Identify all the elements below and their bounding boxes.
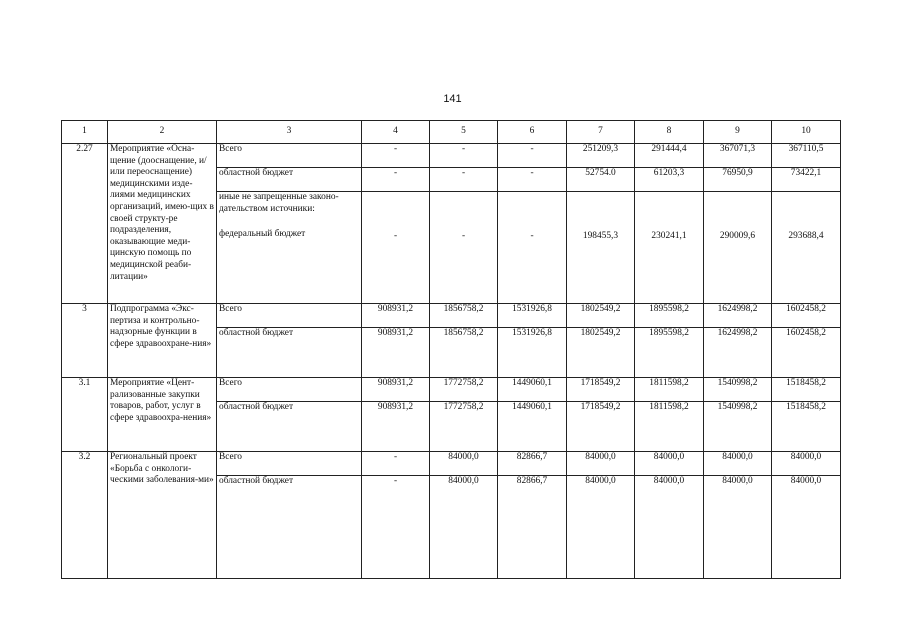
column-header: 1 xyxy=(62,121,108,144)
table-cell: 1624998,2 xyxy=(704,328,772,378)
table-cell: - xyxy=(430,144,498,168)
table-cell: 76950,9 xyxy=(704,168,772,192)
table-cell: 1624998,2 xyxy=(704,304,772,328)
table-cell: 1602458,2 xyxy=(772,328,841,378)
funding-source: Всего xyxy=(217,304,362,328)
funding-source: областной бюджет xyxy=(217,476,362,579)
table-cell: 82866,7 xyxy=(498,476,567,579)
table-cell: 293688,4 xyxy=(772,192,841,304)
funding-source: областной бюджет xyxy=(217,328,362,378)
table-cell: - xyxy=(498,144,567,168)
table-cell: 1856758,2 xyxy=(430,328,498,378)
funding-source-note: иные не запрещенные законо-дательством источники: xyxy=(219,192,339,214)
table-cell: 908931,2 xyxy=(362,304,430,328)
table-cell: 84000,0 xyxy=(567,476,635,579)
column-header: 5 xyxy=(430,121,498,144)
table-cell: - xyxy=(362,168,430,192)
table-cell: - xyxy=(430,168,498,192)
table-cell: - xyxy=(362,452,430,476)
table-cell: 84000,0 xyxy=(430,452,498,476)
table-cell: 1772758,2 xyxy=(430,402,498,452)
table-cell: 198455,3 xyxy=(567,192,635,304)
table-cell: 290009,6 xyxy=(704,192,772,304)
table-cell: 908931,2 xyxy=(362,378,430,402)
table-cell: 84000,0 xyxy=(772,476,841,579)
table-cell: 1856758,2 xyxy=(430,304,498,328)
row-number: 2.27 xyxy=(62,144,108,304)
table-cell: 291444,4 xyxy=(635,144,704,168)
table-cell: 1895598,2 xyxy=(635,304,704,328)
table-cell: 1718549,2 xyxy=(567,378,635,402)
funding-source: федеральный бюджет xyxy=(219,229,306,240)
funding-source: Всего xyxy=(217,378,362,402)
table-cell: - xyxy=(498,192,567,304)
table-cell: - xyxy=(362,476,430,579)
row-name: Мероприятие «Осна-щение (дооснащение, и/или переоснащение) медицинскими изде-лиями медицинских организаций, имею-щих в своей структу-ре подразделения, оказывающие меди-цинскую помощь по медицинской реаби-литации» xyxy=(108,144,217,304)
table-cell: 1802549,2 xyxy=(567,304,635,328)
table-cell: - xyxy=(362,192,430,304)
funding-source: областной бюджет xyxy=(217,168,362,192)
table-cell: 367110,5 xyxy=(772,144,841,168)
page-number: 141 xyxy=(443,93,462,105)
table-cell: 1802549,2 xyxy=(567,328,635,378)
table-cell: 1811598,2 xyxy=(635,378,704,402)
table-row xyxy=(62,452,841,476)
budget-table xyxy=(61,120,841,579)
table-cell: 52754.0 xyxy=(567,168,635,192)
table-cell: 1772758,2 xyxy=(430,378,498,402)
table-cell: 230241,1 xyxy=(635,192,704,304)
table-cell: - xyxy=(362,144,430,168)
table-cell: 84000,0 xyxy=(567,452,635,476)
header-row xyxy=(62,121,841,144)
funding-source: областной бюджет xyxy=(217,402,362,452)
column-header: 9 xyxy=(704,121,772,144)
table-cell: 1531926,8 xyxy=(498,328,567,378)
table-cell: 1518458,2 xyxy=(772,402,841,452)
table-cell: - xyxy=(498,168,567,192)
table-cell: 367071,3 xyxy=(704,144,772,168)
table-cell: 84000,0 xyxy=(430,476,498,579)
table-cell: - xyxy=(430,192,498,304)
table-row xyxy=(62,304,841,328)
table-cell: 1895598,2 xyxy=(635,328,704,378)
table-cell: 61203,3 xyxy=(635,168,704,192)
table-cell: 251209,3 xyxy=(567,144,635,168)
row-name: Региональный проект «Борьба с онкологи-ческими заболевания-ми» xyxy=(108,452,217,579)
column-header: 6 xyxy=(498,121,567,144)
column-header: 4 xyxy=(362,121,430,144)
table-cell: 1449060,1 xyxy=(498,402,567,452)
funding-source-cell xyxy=(217,192,362,304)
funding-source: Всего xyxy=(217,452,362,476)
row-number: 3.1 xyxy=(62,378,108,452)
table-cell: 1449060,1 xyxy=(498,378,567,402)
column-header: 8 xyxy=(635,121,704,144)
table-cell: 84000,0 xyxy=(704,452,772,476)
table-cell: 1602458,2 xyxy=(772,304,841,328)
table-cell: 84000,0 xyxy=(635,476,704,579)
row-number: 3 xyxy=(62,304,108,378)
table-cell: 908931,2 xyxy=(362,402,430,452)
table-cell: 84000,0 xyxy=(772,452,841,476)
table-cell: 1540998,2 xyxy=(704,378,772,402)
column-header: 10 xyxy=(772,121,841,144)
table-cell: 73422,1 xyxy=(772,168,841,192)
table-cell: 82866,7 xyxy=(498,452,567,476)
table-cell: 84000,0 xyxy=(635,452,704,476)
column-header: 2 xyxy=(108,121,217,144)
table-cell: 1518458,2 xyxy=(772,378,841,402)
row-number: 3.2 xyxy=(62,452,108,579)
table-row xyxy=(62,378,841,402)
table-cell: 908931,2 xyxy=(362,328,430,378)
column-header: 3 xyxy=(217,121,362,144)
table-cell: 1540998,2 xyxy=(704,402,772,452)
table-cell: 1811598,2 xyxy=(635,402,704,452)
row-name: Мероприятие «Цент-рализованные закупки товаров, работ, услуг в сфере здравоохра-нения» xyxy=(108,378,217,452)
row-name: Подпрограмма «Экс-пертиза и контрольно-надзорные функции в сфере здравоохране-ния» xyxy=(108,304,217,378)
funding-source: Всего xyxy=(217,144,362,168)
column-header: 7 xyxy=(567,121,635,144)
table-cell: 84000,0 xyxy=(704,476,772,579)
table-cell: 1718549,2 xyxy=(567,402,635,452)
table-row xyxy=(62,144,841,168)
table-cell: 1531926,8 xyxy=(498,304,567,328)
